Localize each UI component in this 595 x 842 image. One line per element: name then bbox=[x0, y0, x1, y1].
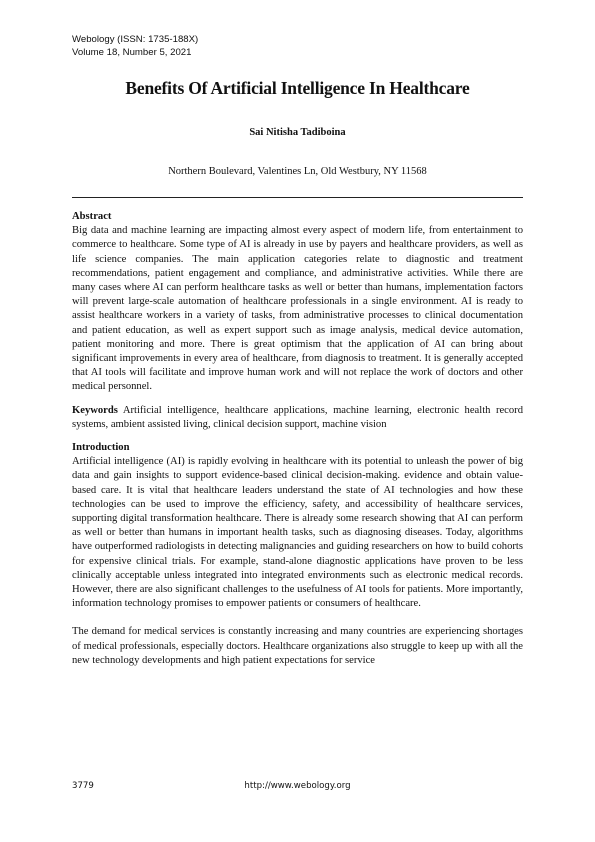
journal-url-link[interactable]: http://www.webology.org bbox=[244, 781, 351, 791]
paper-title: Benefits Of Artificial Intelligence In Healthcare bbox=[125, 78, 470, 98]
keywords-text: Artificial intelligence, healthcare applications, machine learning, electronic health record systems, ambient assisted living, clinical decision support, machine vision bbox=[72, 404, 523, 430]
paper-body bbox=[72, 210, 523, 668]
author-affiliation: Northern Boulevard, Valentines Ln, Old Westbury, NY 11568 bbox=[168, 166, 427, 177]
keywords-paragraph bbox=[72, 404, 523, 432]
introduction-paragraph-1: Artificial intelligence (AI) is rapidly evolving in healthcare with its potential to unleash the power of big data and gain insights to support evidence-based clinical decision-making. evidence and obtain value-based care. It is vital that healthcare leaders understand the state of AI technologies and how these technologies can be used to improve the efficiency, safety, and accessibility of healthcare services, supporting digital transformation healthcare. There is already some research showing that AI can perform as well or better than humans in important health tasks, such as diagnosing diseases. Today, algorithms have outperformed radiologists in detecting malignancies and guiding researchers on how to build cohorts for expensive clinical trials. For example, stand-alone diagnostic applications have proven to be less clinically acceptable unless integrated into integrated environments such as electronic medical records. However, there are also significant challenges to the usefulness of AI tools for patients. More importantly, information technology promises to empower patients or consumers of healthcare. bbox=[72, 456, 523, 610]
journal-volume: Volume 18, Number 5, 2021 bbox=[72, 47, 192, 58]
spacer bbox=[72, 395, 523, 404]
introduction-paragraph-2: The demand for medical services is constantly increasing and many countries are experiencing shortages of medical professionals, especially doctors. Healthcare organizations also struggle to keep up with all the new technology developments and high patient expectations for service bbox=[72, 626, 523, 666]
spacer bbox=[72, 432, 523, 441]
journal-issn: Webology (ISSN: 1735-188X) bbox=[72, 34, 199, 45]
abstract-text: Big data and machine learning are impacting almost every aspect of modern life, from entertainment to commerce to healthcare. Some type of AI is already in use by payers and healthcare providers, as well as life science companies. The main application categories relate to diagnostic and treatment recommendations, patient engagement and compliance, and administrative activities. While there are many cases where AI can perform healthcare tasks as well or better than humans, implementation factors will prevent large-scale automation of healthcare professionals in a single environment. AI is ready to assist healthcare workers in a variety of tasks, from administrative processes to clinical documentation and patient education, as well as expert support such as image analysis, medical device automation, patient monitoring and more. There is great optimism that the application of AI can bring about significant improvements in every area of healthcare, from diagnosis to treatment. It is generally accepted that AI tools will facilitate and improve human work and will not replace the work of doctors and other medical personnel. bbox=[72, 225, 523, 393]
author-name: Sai Nitisha Tadiboina bbox=[249, 127, 346, 138]
journal-header bbox=[72, 33, 198, 59]
spacer bbox=[72, 611, 523, 625]
abstract-heading: Abstract bbox=[72, 211, 112, 222]
page-number: 3779 bbox=[72, 781, 94, 791]
keywords-label: Keywords bbox=[72, 404, 118, 416]
introduction-heading: Introduction bbox=[72, 442, 130, 454]
header-divider bbox=[72, 197, 523, 198]
